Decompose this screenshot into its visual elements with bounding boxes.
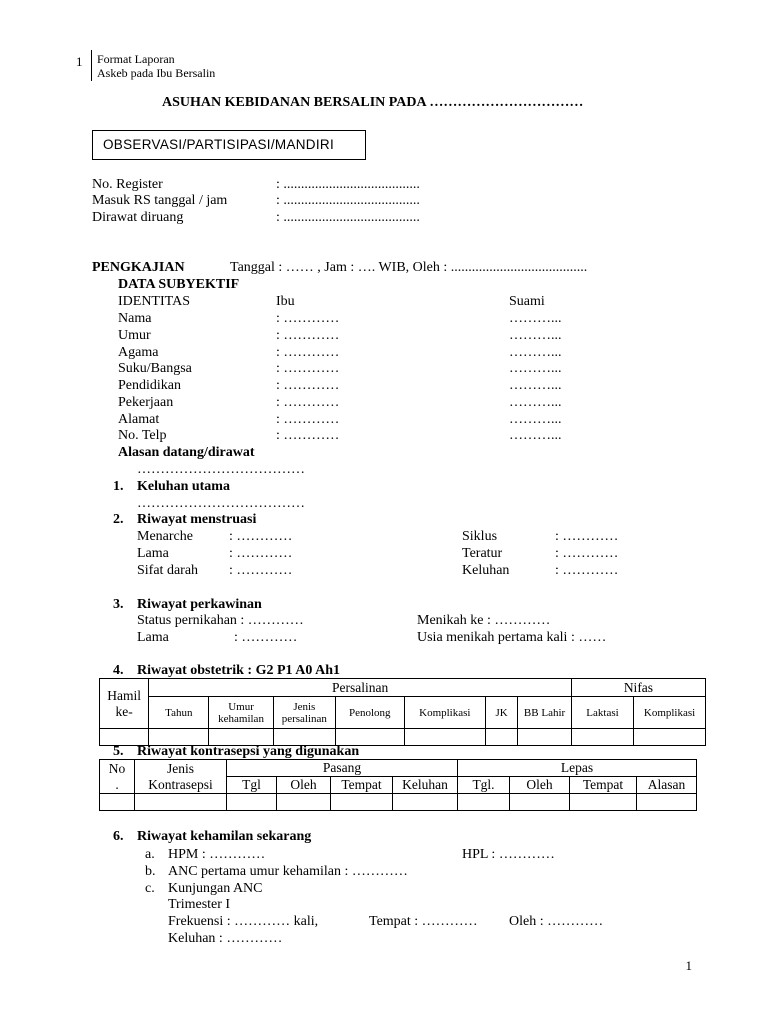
umur-ibu: : ………… xyxy=(276,328,340,343)
contraception-table xyxy=(99,759,697,811)
obstetrik-heading: Riwayat obstetrik : G2 P1 A0 Ah1 xyxy=(137,663,340,678)
identitas-suami-header: Suami xyxy=(509,294,545,309)
hamil-ke-line1: Hamil xyxy=(107,687,142,703)
alasan-heading: Alasan datang/dirawat xyxy=(118,445,255,460)
kontrasepsi-heading: Riwayat kontrasepsi yang digunakan xyxy=(137,744,360,759)
keluhan-mens-value: : ………… xyxy=(555,563,619,578)
usia-menikah: Usia menikah pertama kali : …… xyxy=(417,630,607,645)
pekerjaan-suami: ………... xyxy=(509,395,562,410)
footer-page-number: 1 xyxy=(685,958,692,973)
umur-suami: ………... xyxy=(509,328,562,343)
alamat-label: Alamat xyxy=(118,412,160,427)
jenis-line1: Jenis xyxy=(167,760,194,776)
pekerjaan-ibu: : ………… xyxy=(276,395,340,410)
header-subject-line: Askeb pada Ibu Bersalin xyxy=(97,66,216,80)
pengkajian-detail: Tanggal : …… , Jam : …. WIB, Oleh : ....................................... xyxy=(230,260,588,275)
kehamilan-number: 6. xyxy=(113,829,124,844)
siklus-label: Siklus xyxy=(462,529,498,544)
nama-label: Nama xyxy=(118,311,152,326)
persalinan-header: Persalinan xyxy=(149,679,572,697)
anc-pertama-field: ANC pertama umur kehamilan : ………… xyxy=(168,864,408,879)
header-format-line: Format Laporan xyxy=(97,52,175,66)
pengkajian-label: PENGKAJIAN xyxy=(92,260,185,275)
admission-value: : ....................................... xyxy=(276,193,420,208)
col-pasang-tempat: Tempat xyxy=(331,777,393,794)
suku-ibu: : ………… xyxy=(276,361,340,376)
col-bb-lahir: BB Lahir xyxy=(518,697,572,729)
keluhan-anc-field: Keluhan : ………… xyxy=(168,931,283,946)
telp-suami: ………... xyxy=(509,428,562,443)
ward-label: Dirawat diruang xyxy=(92,210,184,225)
register-label: No. Register xyxy=(92,177,163,192)
sifat-darah-label: Sifat darah xyxy=(137,563,199,578)
lama-mens-value: : ………… xyxy=(229,546,293,561)
lama-menikah-label: Lama xyxy=(137,630,169,645)
kontrasepsi-number: 5. xyxy=(113,744,124,759)
sifat-darah-value: : ………… xyxy=(229,563,293,578)
alamat-ibu: : ………… xyxy=(276,412,340,427)
perkawinan-heading: Riwayat perkawinan xyxy=(137,597,262,612)
keluhan-utama-heading: Keluhan utama xyxy=(137,479,230,494)
trimester-label: Trimester I xyxy=(168,897,231,912)
header-page-number: 1 xyxy=(76,54,83,69)
jenis-line2: Kontrasepsi xyxy=(148,776,213,792)
menarche-label: Menarche xyxy=(137,529,193,544)
col-laktasi: Laktasi xyxy=(571,697,633,729)
kunjungan-anc: Kunjungan ANC xyxy=(168,881,263,896)
tempat-field: Tempat : ………… xyxy=(369,914,478,929)
suku-label: Suku/Bangsa xyxy=(118,361,192,376)
no-header xyxy=(100,760,135,794)
nifas-header: Nifas xyxy=(571,679,705,697)
col-lepas-alasan: Alasan xyxy=(637,777,697,794)
lama-menikah-value: : ………… xyxy=(234,630,298,645)
obstetric-table xyxy=(99,678,706,746)
pendidikan-ibu: : ………… xyxy=(276,378,340,393)
register-value: : ....................................... xyxy=(276,177,420,192)
header-divider xyxy=(91,50,92,81)
telp-label: No. Telp xyxy=(118,428,167,443)
col-jenis-persalinan: Jenis persalinan xyxy=(273,697,335,729)
frekuensi-field: Frekuensi : ………… kali, xyxy=(168,914,319,929)
menstruasi-number: 2. xyxy=(113,512,124,527)
data-subyektif-heading: DATA SUBYEKTIF xyxy=(118,277,240,292)
kehamilan-heading: Riwayat kehamilan sekarang xyxy=(137,829,312,844)
obstetrik-number: 4. xyxy=(113,663,124,678)
umur-label: Umur xyxy=(118,328,151,343)
siklus-value: : ………… xyxy=(555,529,619,544)
keluhan-mens-label: Keluhan xyxy=(462,563,510,578)
hamil-ke-header xyxy=(100,679,149,729)
hamil-ke-line2: ke- xyxy=(115,703,133,719)
suku-suami: ………... xyxy=(509,361,562,376)
agama-label: Agama xyxy=(118,345,159,360)
col-pasang-oleh: Oleh xyxy=(277,777,331,794)
col-komplikasi-nifas: Komplikasi xyxy=(634,697,706,729)
ward-value: : ....................................... xyxy=(276,210,420,225)
document-title: ASUHAN KEBIDANAN BERSALIN PADA …………………………… xyxy=(162,95,584,110)
identitas-ibu-header: Ibu xyxy=(276,294,295,309)
menstruasi-heading: Riwayat menstruasi xyxy=(137,512,257,527)
pekerjaan-label: Pekerjaan xyxy=(118,395,174,410)
keluhan-utama-dots: ……………………………… xyxy=(137,496,305,511)
col-tahun: Tahun xyxy=(149,697,209,729)
menarche-value: : ………… xyxy=(229,529,293,544)
pendidikan-label: Pendidikan xyxy=(118,378,181,393)
identitas-label: IDENTITAS xyxy=(118,294,190,309)
observation-box xyxy=(92,130,366,160)
col-komplikasi: Komplikasi xyxy=(404,697,486,729)
nama-ibu: : ………… xyxy=(276,311,340,326)
keluhan-utama-number: 1. xyxy=(113,479,124,494)
col-umur-kehamilan: Umur kehamilan xyxy=(209,697,273,729)
no-line2: . xyxy=(115,776,119,792)
col-lepas-tgl: Tgl. xyxy=(458,777,510,794)
nama-suami: ………... xyxy=(509,311,562,326)
telp-ibu: : ………… xyxy=(276,428,340,443)
perkawinan-number: 3. xyxy=(113,597,124,612)
status-pernikahan: Status pernikahan : ………… xyxy=(137,613,304,628)
alasan-dots: ……………………………… xyxy=(137,462,305,477)
item-c-marker: c. xyxy=(145,881,155,896)
col-lepas-tempat: Tempat xyxy=(570,777,637,794)
pendidikan-suami: ………... xyxy=(509,378,562,393)
teratur-label: Teratur xyxy=(462,546,503,561)
lepas-header: Lepas xyxy=(458,760,697,777)
agama-ibu: : ………… xyxy=(276,345,340,360)
col-jk: JK xyxy=(486,697,518,729)
alamat-suami: ………... xyxy=(509,412,562,427)
agama-suami: ………... xyxy=(509,345,562,360)
menikah-ke: Menikah ke : ………… xyxy=(417,613,551,628)
jenis-kontrasepsi-header xyxy=(135,760,227,794)
col-penolong: Penolong xyxy=(335,697,404,729)
observation-label: OBSERVASI/PARTISIPASI/MANDIRI xyxy=(103,137,335,152)
col-lepas-oleh: Oleh xyxy=(510,777,570,794)
table-row xyxy=(100,794,697,811)
hpm-field: HPM : ………… xyxy=(168,847,266,862)
col-pasang-tgl: Tgl xyxy=(227,777,277,794)
pasang-header: Pasang xyxy=(227,760,458,777)
col-pasang-keluhan: Keluhan xyxy=(393,777,458,794)
no-line1: No xyxy=(108,760,126,776)
oleh-field: Oleh : ………… xyxy=(509,914,604,929)
teratur-value: : ………… xyxy=(555,546,619,561)
item-b-marker: b. xyxy=(145,864,156,879)
hpl-field: HPL : ………… xyxy=(462,847,555,862)
admission-label: Masuk RS tanggal / jam xyxy=(92,193,228,208)
item-a-marker: a. xyxy=(145,847,155,862)
lama-mens-label: Lama xyxy=(137,546,169,561)
